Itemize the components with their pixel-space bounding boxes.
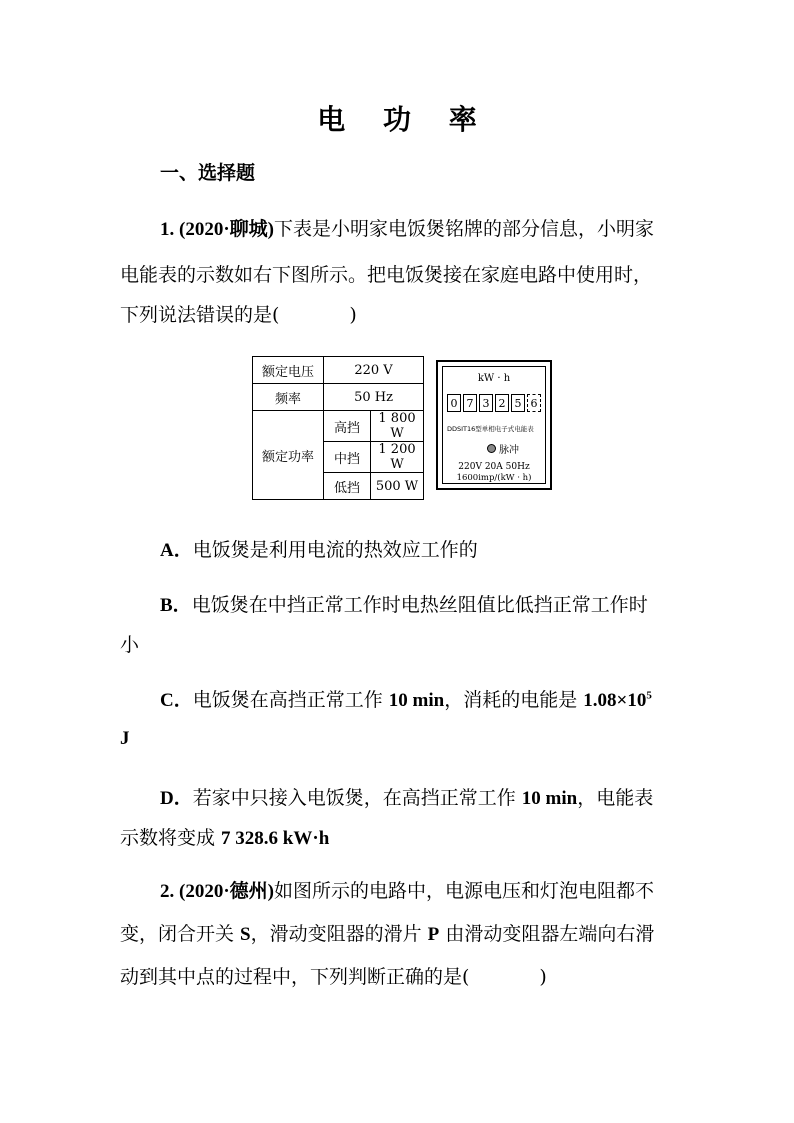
q1-line-3 [120, 300, 357, 327]
page-title: 电 功 率 [317, 103, 491, 136]
option-d-label: D． [160, 788, 193, 809]
q1-text-3: 下列说法错误的是( [120, 304, 280, 326]
option-d [160, 783, 653, 810]
q2-line-2 [120, 919, 654, 946]
meter-unit: kW · h [477, 373, 511, 384]
option-d-time: 10 min [521, 788, 578, 809]
q1-line-1 [160, 214, 654, 241]
pulse-label: 脉冲 [499, 445, 519, 456]
meter-digit-decimal: 6 [527, 394, 541, 412]
q2-number: 2. (2020·德州) [160, 881, 274, 902]
meter-pulse [487, 441, 519, 456]
meter-digit: 5 [511, 394, 525, 412]
option-c-exponent: 5 [646, 689, 652, 702]
option-c-unit: J [120, 728, 130, 749]
section-heading: 一、选择题 [160, 162, 256, 184]
power-mid: 1 200 W [371, 442, 424, 473]
voltage-label: 额定电压 [253, 357, 324, 384]
gear-mid: 中挡 [324, 442, 371, 473]
power-label: 额定功率 [253, 411, 324, 500]
rice-cooker-spec-table [252, 356, 424, 500]
option-d-text-3: 示数将变成 [120, 827, 222, 849]
meter-model: DDSIT16型单相电子式电能表 [447, 425, 534, 433]
option-c-text: 电饭煲在高挡正常工作 [192, 689, 389, 711]
option-b-text: 电饭煲在中挡正常工作时电热丝阻值比低挡正常工作时 [191, 594, 648, 616]
energy-meter [436, 360, 552, 490]
option-a [160, 535, 478, 562]
q2-text-5: 动到其中点的过程中，下列判断正确的是( [120, 966, 470, 988]
q2-slider: P [427, 924, 440, 945]
meter-digits [447, 394, 543, 412]
q2-line-3 [120, 962, 547, 989]
option-c-text-2: ，消耗的电能是 [444, 689, 584, 711]
option-b-label: B． [160, 595, 192, 616]
option-d-cont [120, 823, 329, 850]
q2-close-paren: ) [539, 966, 547, 988]
q2-text-1: 如图所示的电路中，电源电压和灯泡电阻都不 [274, 880, 655, 902]
q1-close-paren: ) [349, 304, 357, 326]
table-row [253, 357, 424, 384]
q1-number: 1. (2020·聊城) [160, 219, 274, 240]
meter-rating: 220V 20A 50Hz [458, 462, 530, 472]
freq-value: 50 Hz [324, 384, 424, 411]
gear-high: 高挡 [324, 411, 371, 442]
option-a-label: A． [160, 540, 193, 561]
option-b-cont: 小 [120, 634, 140, 656]
table-row [253, 411, 424, 442]
meter-panel [442, 366, 546, 484]
option-d-reading: 7 328.6 kW·h [221, 828, 330, 849]
q2-text-2: 变，闭合开关 [120, 923, 241, 945]
q1-text-1: 下表是小明家电饭煲铭牌的部分信息，小明家 [274, 218, 655, 240]
meter-digit: 0 [447, 394, 461, 412]
table-row [253, 384, 424, 411]
meter-digit: 2 [495, 394, 509, 412]
option-a-text: 电饭煲是利用电流的热效应工作的 [192, 539, 478, 561]
voltage-value: 220 V [324, 357, 424, 384]
q2-switch: S [240, 924, 251, 945]
option-b [160, 590, 648, 617]
option-c-label: C． [160, 690, 193, 711]
option-d-text: 若家中只接入电饭煲，在高挡正常工作 [192, 787, 522, 809]
power-high: 1 800 W [371, 411, 424, 442]
q2-text-4: 由滑动变阻器左端向右滑 [439, 923, 655, 945]
pulse-indicator-icon [487, 444, 496, 453]
q2-text-3: ，滑动变阻器的滑片 [250, 923, 428, 945]
option-d-text-2: ，电能表 [577, 787, 654, 809]
option-c-time: 10 min [388, 690, 445, 711]
freq-label: 频率 [253, 384, 324, 411]
power-low: 500 W [371, 473, 424, 500]
meter-digit: 7 [463, 394, 477, 412]
gear-low: 低挡 [324, 473, 371, 500]
meter-digit: 3 [479, 394, 493, 412]
q2-line-1 [160, 876, 654, 903]
option-c-energy: 1.08×10 [583, 690, 647, 711]
meter-constant: 1600imp/(kW · h) [456, 473, 532, 483]
option-c [160, 685, 652, 712]
q1-line-2: 电能表的示数如右下图所示。把电饭煲接在家庭电路中使用时， [120, 264, 653, 286]
